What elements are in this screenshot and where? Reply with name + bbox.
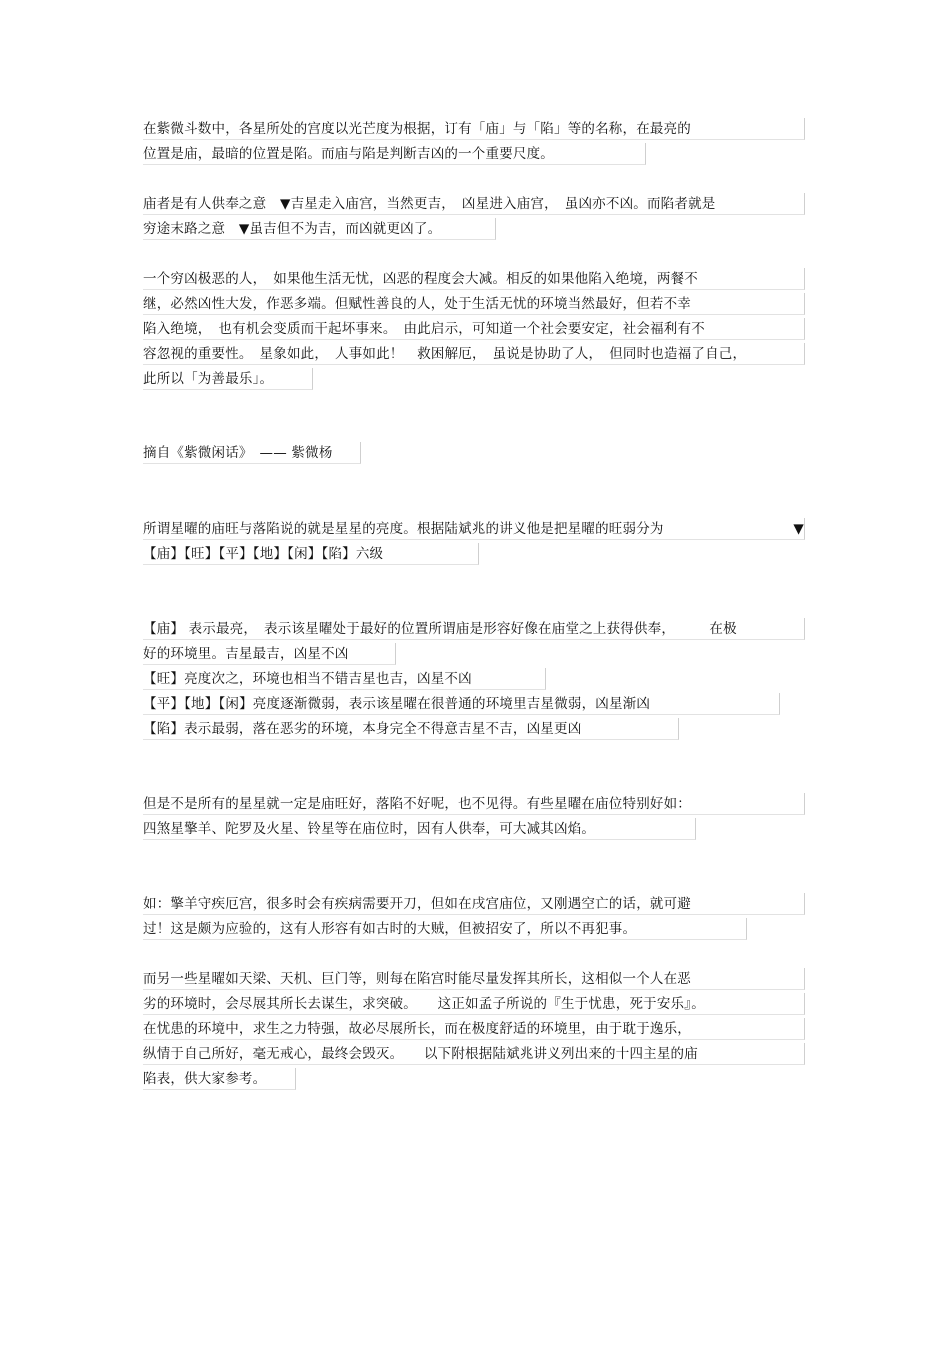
text-line: 在紫微斗数中，各星所处的宫度以光芒度为根据，订有「庙」与「陷」等的名称，在最亮的 — [143, 118, 805, 140]
text-line: 此所以「为善最乐」。 — [143, 368, 313, 390]
text-line: 但是不是所有的星星就一定是庙旺好，落陷不好呢，也不见得。有些星曜在庙位特别好如： — [143, 793, 805, 815]
text-line: 好的环境里。吉星最吉，凶星不凶 — [143, 643, 396, 665]
text-line: 在忧患的环境中，求生之力特强，故必尽展所长，而在极度舒适的环境里，由于耽于逸乐， — [143, 1018, 805, 1040]
text-line: 容忽视的重要性。 星象如此， 人事如此！ 救困解厄， 虽说是协助了人， 但同时也造福了自己， — [143, 343, 805, 365]
citation-line: 摘自《紫微闲话》 —— 紫微杨 — [143, 442, 361, 464]
text-line: 如：擎羊守疾厄宫，很多时会有疾病需要开刀，但如在戌宫庙位，又刚遇空亡的话，就可避 — [143, 893, 805, 915]
text-line — [143, 518, 805, 540]
text-line: 【平】【地】【闲】亮度逐渐微弱，表示该星曜在很普通的环境里吉星微弱，凶星渐凶 — [143, 693, 780, 715]
text-line: 位置是庙，最暗的位置是陷。而庙与陷是判断吉凶的一个重要尺度。 — [143, 143, 646, 165]
text-line: 过！这是颇为应验的，这有人形容有如古时的大贼，但被招安了，所以不再犯事。 — [143, 918, 747, 940]
text-line: 庙者是有人供奉之意 ▼吉星走入庙宫，当然更吉， 凶星进入庙宫， 虽凶亦不凶。而陷者就是 — [143, 193, 805, 215]
text-line: 穷途末路之意 ▼虽吉但不为吉，而凶就更凶了。 — [143, 218, 496, 240]
text-line: 而另一些星曜如天梁、天机、巨门等，则每在陷宫时能尽量发挥其所长，这相似一个人在恶 — [143, 968, 805, 990]
text-line: 纵情于自己所好，毫无戒心，最终会毁灭。 以下附根据陆斌兆讲义列出来的十四主星的庙 — [143, 1043, 805, 1065]
text-line: 【庙】【旺】【平】【地】【闲】【陷】六级 — [143, 543, 479, 565]
text-line: 陷表，供大家参考。 — [143, 1068, 296, 1090]
text-line: 一个穷凶极恶的人， 如果他生活无忧，凶恶的程度会大减。相反的如果他陷入绝境，两餐不 — [143, 268, 805, 290]
text-line: 四煞星擎羊、陀罗及火星、铃星等在庙位时，因有人供奉，可大减其凶焰。 — [143, 818, 696, 840]
text-line: 继，必然凶性大发，作恶多端。但赋性善良的人，处于生活无忧的环境当然最好，但若不幸 — [143, 293, 805, 315]
text-line: 【陷】表示最弱，落在恶劣的环境，本身完全不得意吉星不吉，凶星更凶 — [143, 718, 679, 740]
text-line: 【庙】 表示最亮， 表示该星曜处于最好的位置所谓庙是形容好像在庙堂之上获得供奉， 在极 — [143, 618, 805, 640]
text-line: 【旺】亮度次之，环境也相当不错吉星也吉，凶星不凶 — [143, 668, 546, 690]
text-content: 所谓星曜的庙旺与落陷说的就是星星的亮度。根据陆斌兆的讲义他是把星曜的旺弱分为 — [143, 521, 664, 537]
text-line: 劣的环境时，会尽展其所长去谋生，求突破。 这正如孟子所说的『生于忧患，死于安乐』。 — [143, 993, 805, 1015]
triangle-down-icon: ▼ — [793, 521, 804, 537]
text-line: 陷入绝境， 也有机会变质而干起坏事来。 由此启示，可知道一个社会要安定，社会福利有不 — [143, 318, 805, 340]
